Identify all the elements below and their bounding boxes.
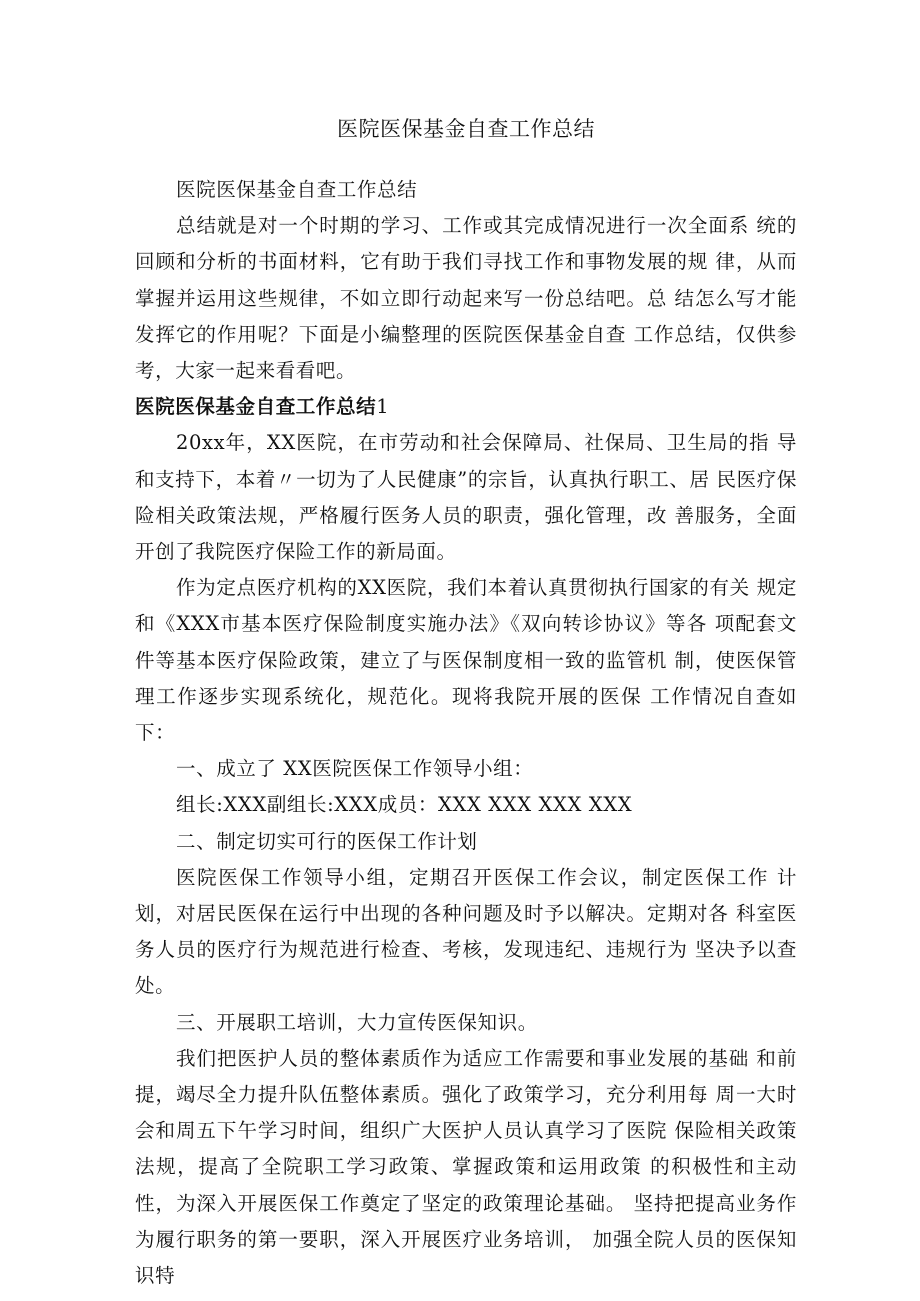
- list-item-leadership-group: 一、成立了 XX医院医保工作领导小组：: [176, 757, 534, 781]
- list-item-work-plan: 二、制定切实可行的医保工作计划: [176, 829, 478, 853]
- section-heading-number: 1: [376, 395, 390, 419]
- list-item-staff-training: 三、开展职工培训，大力宣传医保知识。: [176, 1010, 538, 1034]
- document-body: [135, 172, 797, 1294]
- body-paragraph-1: 20xx年，XX医院，在市劳动和社会保障局、社保局、卫生局的指 导和支持下，本着〃一切为了人民健康”的宗旨，认真执行职工、居 民医疗保险相关政策法规，严格履行医务人员的职责，强化管理，改 善服务，全面开创了我院医疗保险工作的新局面。: [135, 431, 797, 564]
- body-paragraph-4: 我们把医护人员的整体素质作为适应工作需要和事业发展的基础 和前提，竭尽全力提升队伍整体素质。强化了政策学习，充分利用每 周一大时会和周五下午学习时间，组织广大医护人员认真学习了医院 保险相关政策法规，提高了全院职工学习政策、掌握政策和运用政策 的积极性和主动性，为深入开展医保工作奠定了坚定的政策理论基础。 坚持把提高业务作为履行职务的第一要职，深入开展医疗业务培训， 加强全院人员的医保知识特: [135, 1046, 797, 1288]
- body-paragraph-2: 作为定点医疗机构的XX医院，我们本着认真贯彻执行国家的有关 规定和《XXX市基本医疗保险制度实施办法》《双向转诊协议》等各 项配套文件等基本医疗保险政策，建立了与医保制度相一致的监管机 制，使医保管理工作逐步实现系统化，规范化。现将我院开展的医保 工作情况自查如下：: [135, 576, 797, 745]
- section-heading-text: 医院医保基金自查工作总结: [135, 395, 377, 419]
- body-paragraph-3: 医院医保工作领导小组，定期召开医保工作会议，制定医保工作 计划，对居民医保在运行中出现的各种问题及时予以解决。定期对各 科室医务人员的医疗行为规范进行检查、考核，发现违纪、违规行为 坚决予以查处。: [135, 865, 797, 998]
- section-heading: [135, 389, 797, 425]
- intro-paragraph: 总结就是对一个时期的学习、工作或其完成情况进行一次全面系 统的回顾和分析的书面材料，它有助于我们寻找工作和事物发展的规 律，从而掌握并运用这些规律，不如立即行动起来写一份总结吧。总 结怎么写才能发挥它的作用呢？下面是小编整理的医院医保基金自查 工作总结，仅供参考，大家一起来看看吧。: [135, 214, 797, 383]
- subtitle-paragraph: 医院医保基金自查工作总结: [176, 178, 418, 201]
- document-title: 医院医保基金自查工作总结: [337, 117, 595, 141]
- group-members-line: 组长:XXX副组长:XXX成员：XXX XXX XXX XXX: [176, 793, 633, 817]
